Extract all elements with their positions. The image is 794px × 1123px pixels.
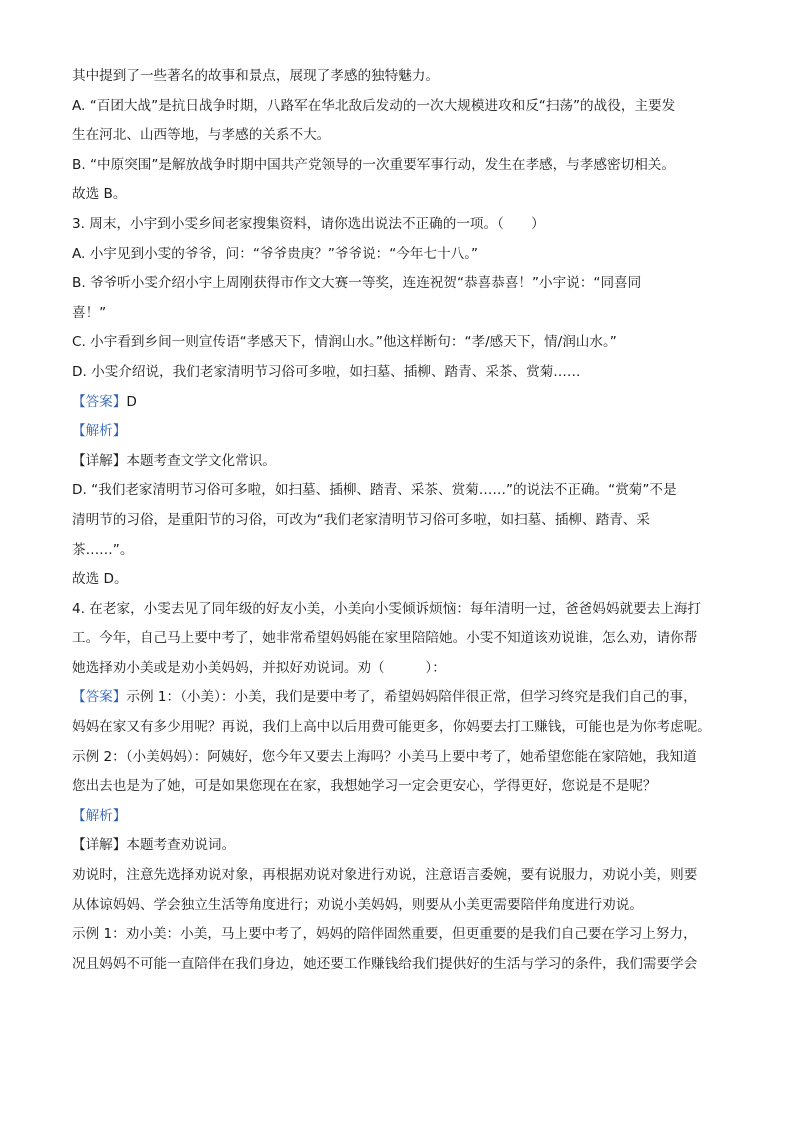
option-d-line: D. 小雯介绍说，我们老家清明节习俗可多啦，如扫墓、插柳、踏青、采茶、赏菊…… xyxy=(72,363,581,380)
detail-text: 本题考查文学文化常识。 xyxy=(126,452,276,469)
text-line: 示例 1：劝小美：小美，马上要中考了，妈妈的陪伴固然重要，但更重要的是我们自己要在学习上努力， xyxy=(72,926,697,943)
answer-tag: 【答案】 xyxy=(72,689,127,706)
detail-line xyxy=(72,831,736,861)
document-page xyxy=(72,62,736,979)
answer-text: 示例 1：（小美）：小美，我们是要中考了，希望妈妈陪伴很正常，但学习终究是我们自己的事， xyxy=(126,689,697,706)
text-line: 从体谅妈妈、学会独立生活等角度进行；劝说小美妈妈，则要从小美更需要陪伴角度进行劝说。 xyxy=(72,896,643,913)
analysis-line xyxy=(72,802,736,832)
analysis-line xyxy=(72,417,736,447)
question-4: 4. 在老家，小雯去见了同年级的好友小美，小美向小雯倾诉烦恼：每年清明一过，爸爸妈妈就要去上海打 xyxy=(72,600,702,617)
answer-tag: 【答案】 xyxy=(72,393,127,410)
option-b-line: B. “中原突围”是解放战争时期中国共产党领导的一次重要军事行动，发生在孝感，与孝感密切相关。 xyxy=(72,156,675,173)
text-line: 生在河北、山西等地，与孝感的关系不大。 xyxy=(72,127,331,144)
option-c-line: C. 小宇看到乡间一则宣传语“孝感天下，情润山水。”他这样断句：“孝/感天下，情/润山水。” xyxy=(72,334,617,351)
detail-tag: 【详解】 xyxy=(72,452,127,469)
answer-line xyxy=(72,388,736,418)
option-b-line: B. 爷爷听小雯介绍小宇上周刚获得市作文大赛一等奖，连连祝贺“恭喜恭喜！”小宇说：“同喜同 xyxy=(72,275,642,292)
text-line: 茶……”。 xyxy=(72,541,134,558)
text-line: 其中提到了一些著名的故事和景点，展现了孝感的独特魅力。 xyxy=(72,68,440,84)
text-line: D. “我们老家清明节习俗可多啦，如扫墓、插柳、踏青、采茶、赏菊……”的说法不正确。“赏菊”不是 xyxy=(72,482,677,499)
answer-line xyxy=(72,683,736,713)
text-line: 妈妈在家又有多少用呢？再说，我们上高中以后用费可能更多，你妈要去打工赚钱，可能也是为你考虑呢。 xyxy=(72,719,711,736)
detail-text: 本题考查劝说词。 xyxy=(126,837,236,854)
analysis-tag: 【解析】 xyxy=(72,807,127,824)
text-line: 工。今年，自己马上要中考了，她非常希望妈妈能在家里陪陪她。小雯不知道该劝说谁，怎么劝，请你帮 xyxy=(72,630,698,647)
text-line: 况且妈妈不可能一直陪伴在我们身边，她还要工作赚钱给我们提供好的生活与学习的条件，我们需要学会 xyxy=(72,955,698,972)
text-line: 喜！” xyxy=(72,304,107,321)
text-line: 您出去也是为了她，可是如果您现在在家，我想她学习一定会更安心，学得更好，您说是不是呢？ xyxy=(72,778,657,795)
option-a-line: A. 小宇见到小雯的爷爷，问：“爷爷贵庚？”爷爷说：“今年七十八。” xyxy=(72,245,479,262)
detail-line xyxy=(72,447,736,477)
option-a-line: A. “百团大战”是抗日战争时期，八路军在华北敌后发动的一次大规模进攻和反“扫荡”的战役，主要发 xyxy=(72,97,676,114)
analysis-tag: 【解析】 xyxy=(72,423,127,440)
detail-tag: 【详解】 xyxy=(72,837,127,854)
answer-text: D xyxy=(126,393,137,410)
choice-line: 故选 D。 xyxy=(72,571,128,588)
choice-line: 故选 B。 xyxy=(72,186,127,203)
question-3: 3. 周末，小宇到小雯乡间老家搜集资料，请你选出说法不正确的一项。（ ） xyxy=(72,215,545,232)
text-line: 示例 2：（小美妈妈）：阿姨好，您今年又要去上海吗？小美马上要中考了，她希望您能在家陪她，我知道 xyxy=(72,748,697,765)
text-line: 清明节的习俗，是重阳节的习俗，可改为“我们老家清明节习俗可多啦，如扫墓、插柳、踏青、采 xyxy=(72,511,650,528)
text-line: 她选择劝小美或是劝小美妈妈，并拟好劝说词。劝（ ）： xyxy=(72,659,446,676)
text-line: 劝说时，注意先选择劝说对象，再根据劝说对象进行劝说，注意语言委婉，要有说服力，劝说小美，则要 xyxy=(72,867,698,884)
